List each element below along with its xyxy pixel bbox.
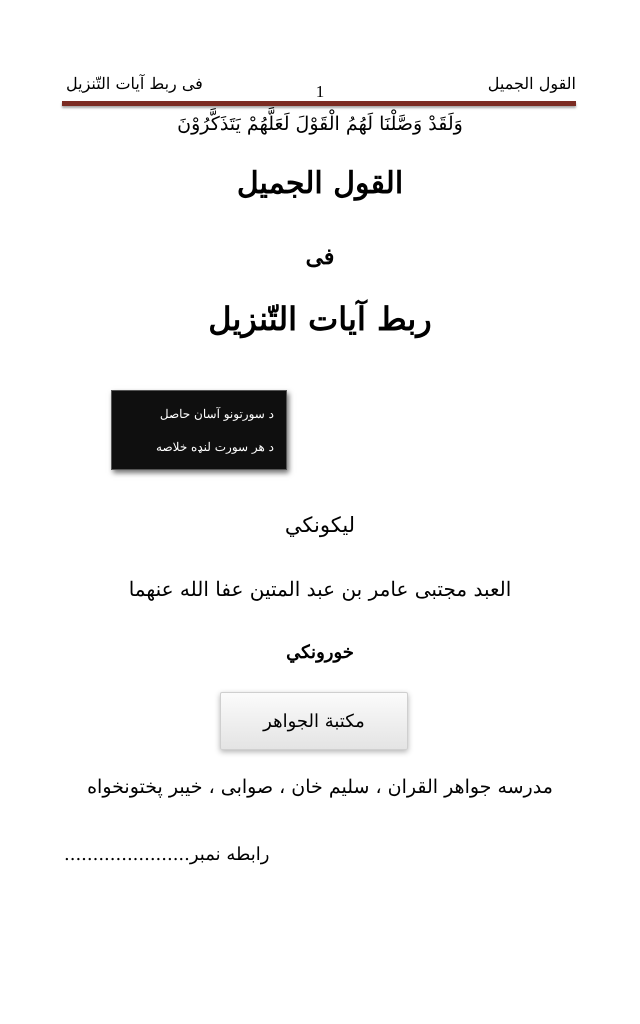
main-subtitle: ربط آیات التّنزیل [208, 300, 432, 338]
author-name: العبد مجتبى عامر بن عبد المتين عفا الله عنهما [128, 577, 512, 601]
publisher-role-label: خورونکي [286, 642, 354, 663]
main-title: القول الجمیل [236, 166, 404, 201]
header-book-title: القول الجميل [487, 74, 576, 93]
page-number: 1 [315, 82, 325, 101]
contact-number: رابطه نمبر...................... [64, 844, 270, 865]
title-conjunction: فی [305, 244, 335, 270]
publisher-address: مدرسه جواهر القران ، سليم خان ، صوابی ، خيبر پختونخواه [87, 776, 553, 798]
publisher-name-box [220, 692, 408, 750]
quran-verse: وَلَقَدْ وَصَّلْنَا لَهُمُ الْقَوْلَ لَعَلَّهُمْ يَتَذَكَّرُوْنَ [177, 113, 463, 135]
header-rule [62, 101, 576, 106]
summary-line-1: د سورتونو آسان حاصل [159, 406, 274, 421]
author-role-label: لیکونکي [284, 513, 356, 537]
header-subtitle: فی ربط آیات التّنزیل [66, 74, 203, 93]
publisher-name: مكتبة الجواهر [263, 710, 365, 732]
summary-box [111, 390, 287, 470]
summary-line-2: د هر سورت لنډه خلاصه [156, 439, 274, 454]
